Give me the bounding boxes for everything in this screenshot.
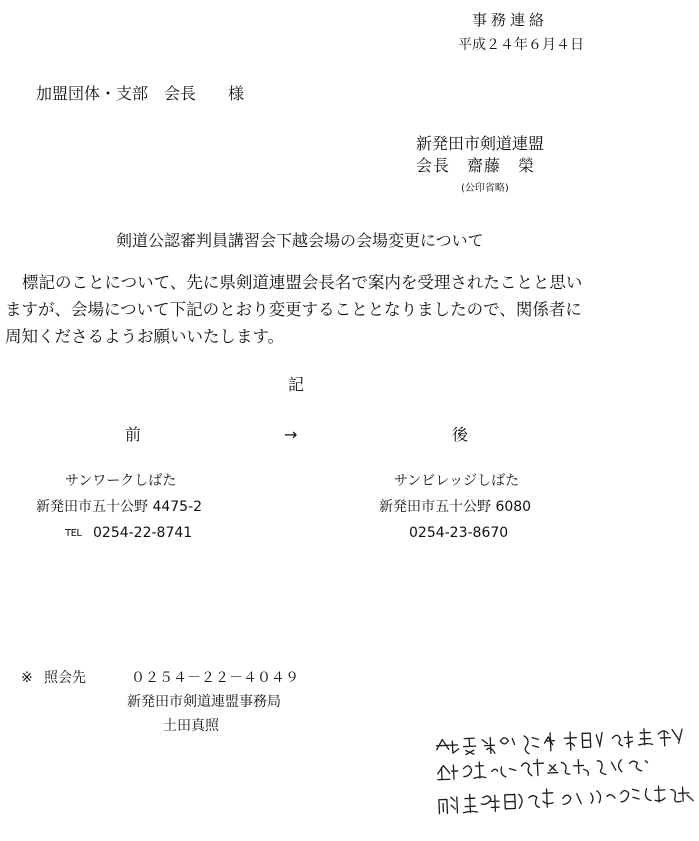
after-venue-name: サンビレッジしばた bbox=[394, 473, 520, 489]
before-venue-name: サンワークしばた bbox=[65, 473, 177, 489]
body-line-1: 標記のことについて、先に県剣道連盟会長名で案内を受理されたことと思い bbox=[22, 273, 583, 292]
ki-heading: 記 bbox=[288, 375, 305, 394]
document-type: 事務連絡 bbox=[472, 11, 549, 29]
note-mark: ※ bbox=[21, 670, 33, 686]
before-venue-tel: 0254-22-8741 bbox=[93, 525, 193, 541]
recipient-line: 加盟団体・支部 会長 様 bbox=[36, 84, 245, 103]
contact-phone: ０２５４－２２－４０４９ bbox=[131, 670, 299, 686]
body-line-3: 周知くださるようお願いいたします。 bbox=[5, 327, 285, 346]
before-label: 前 bbox=[125, 425, 142, 444]
document-subject: 剣道公認審判員講習会下越会場の会場変更について bbox=[116, 231, 484, 250]
after-venue-tel: 0254-23-8670 bbox=[409, 525, 509, 541]
sender-name: 会長 齋藤 榮 bbox=[416, 156, 536, 175]
seal-omitted-note: (公印省略) bbox=[461, 183, 509, 194]
handwritten-note bbox=[432, 723, 698, 834]
after-label: 後 bbox=[452, 425, 469, 444]
contact-label: 照会先 bbox=[44, 670, 86, 686]
handwriting-scribble-icon bbox=[432, 723, 698, 834]
body-line-2: ますが、会場について下記のとおり変更することとなりましたので、関係者に bbox=[5, 300, 582, 319]
document-date: 平成２４年６月４日 bbox=[458, 37, 584, 53]
tel-prefix: TEL bbox=[65, 528, 82, 539]
after-venue-address: 新発田市五十公野 6080 bbox=[379, 499, 532, 515]
contact-person: 土田真照 bbox=[163, 718, 219, 734]
arrow-icon: → bbox=[284, 425, 298, 444]
contact-office: 新発田市剣道連盟事務局 bbox=[127, 694, 281, 710]
before-venue-address: 新発田市五十公野 4475-2 bbox=[36, 499, 203, 515]
sender-organization: 新発田市剣道連盟 bbox=[416, 134, 545, 153]
